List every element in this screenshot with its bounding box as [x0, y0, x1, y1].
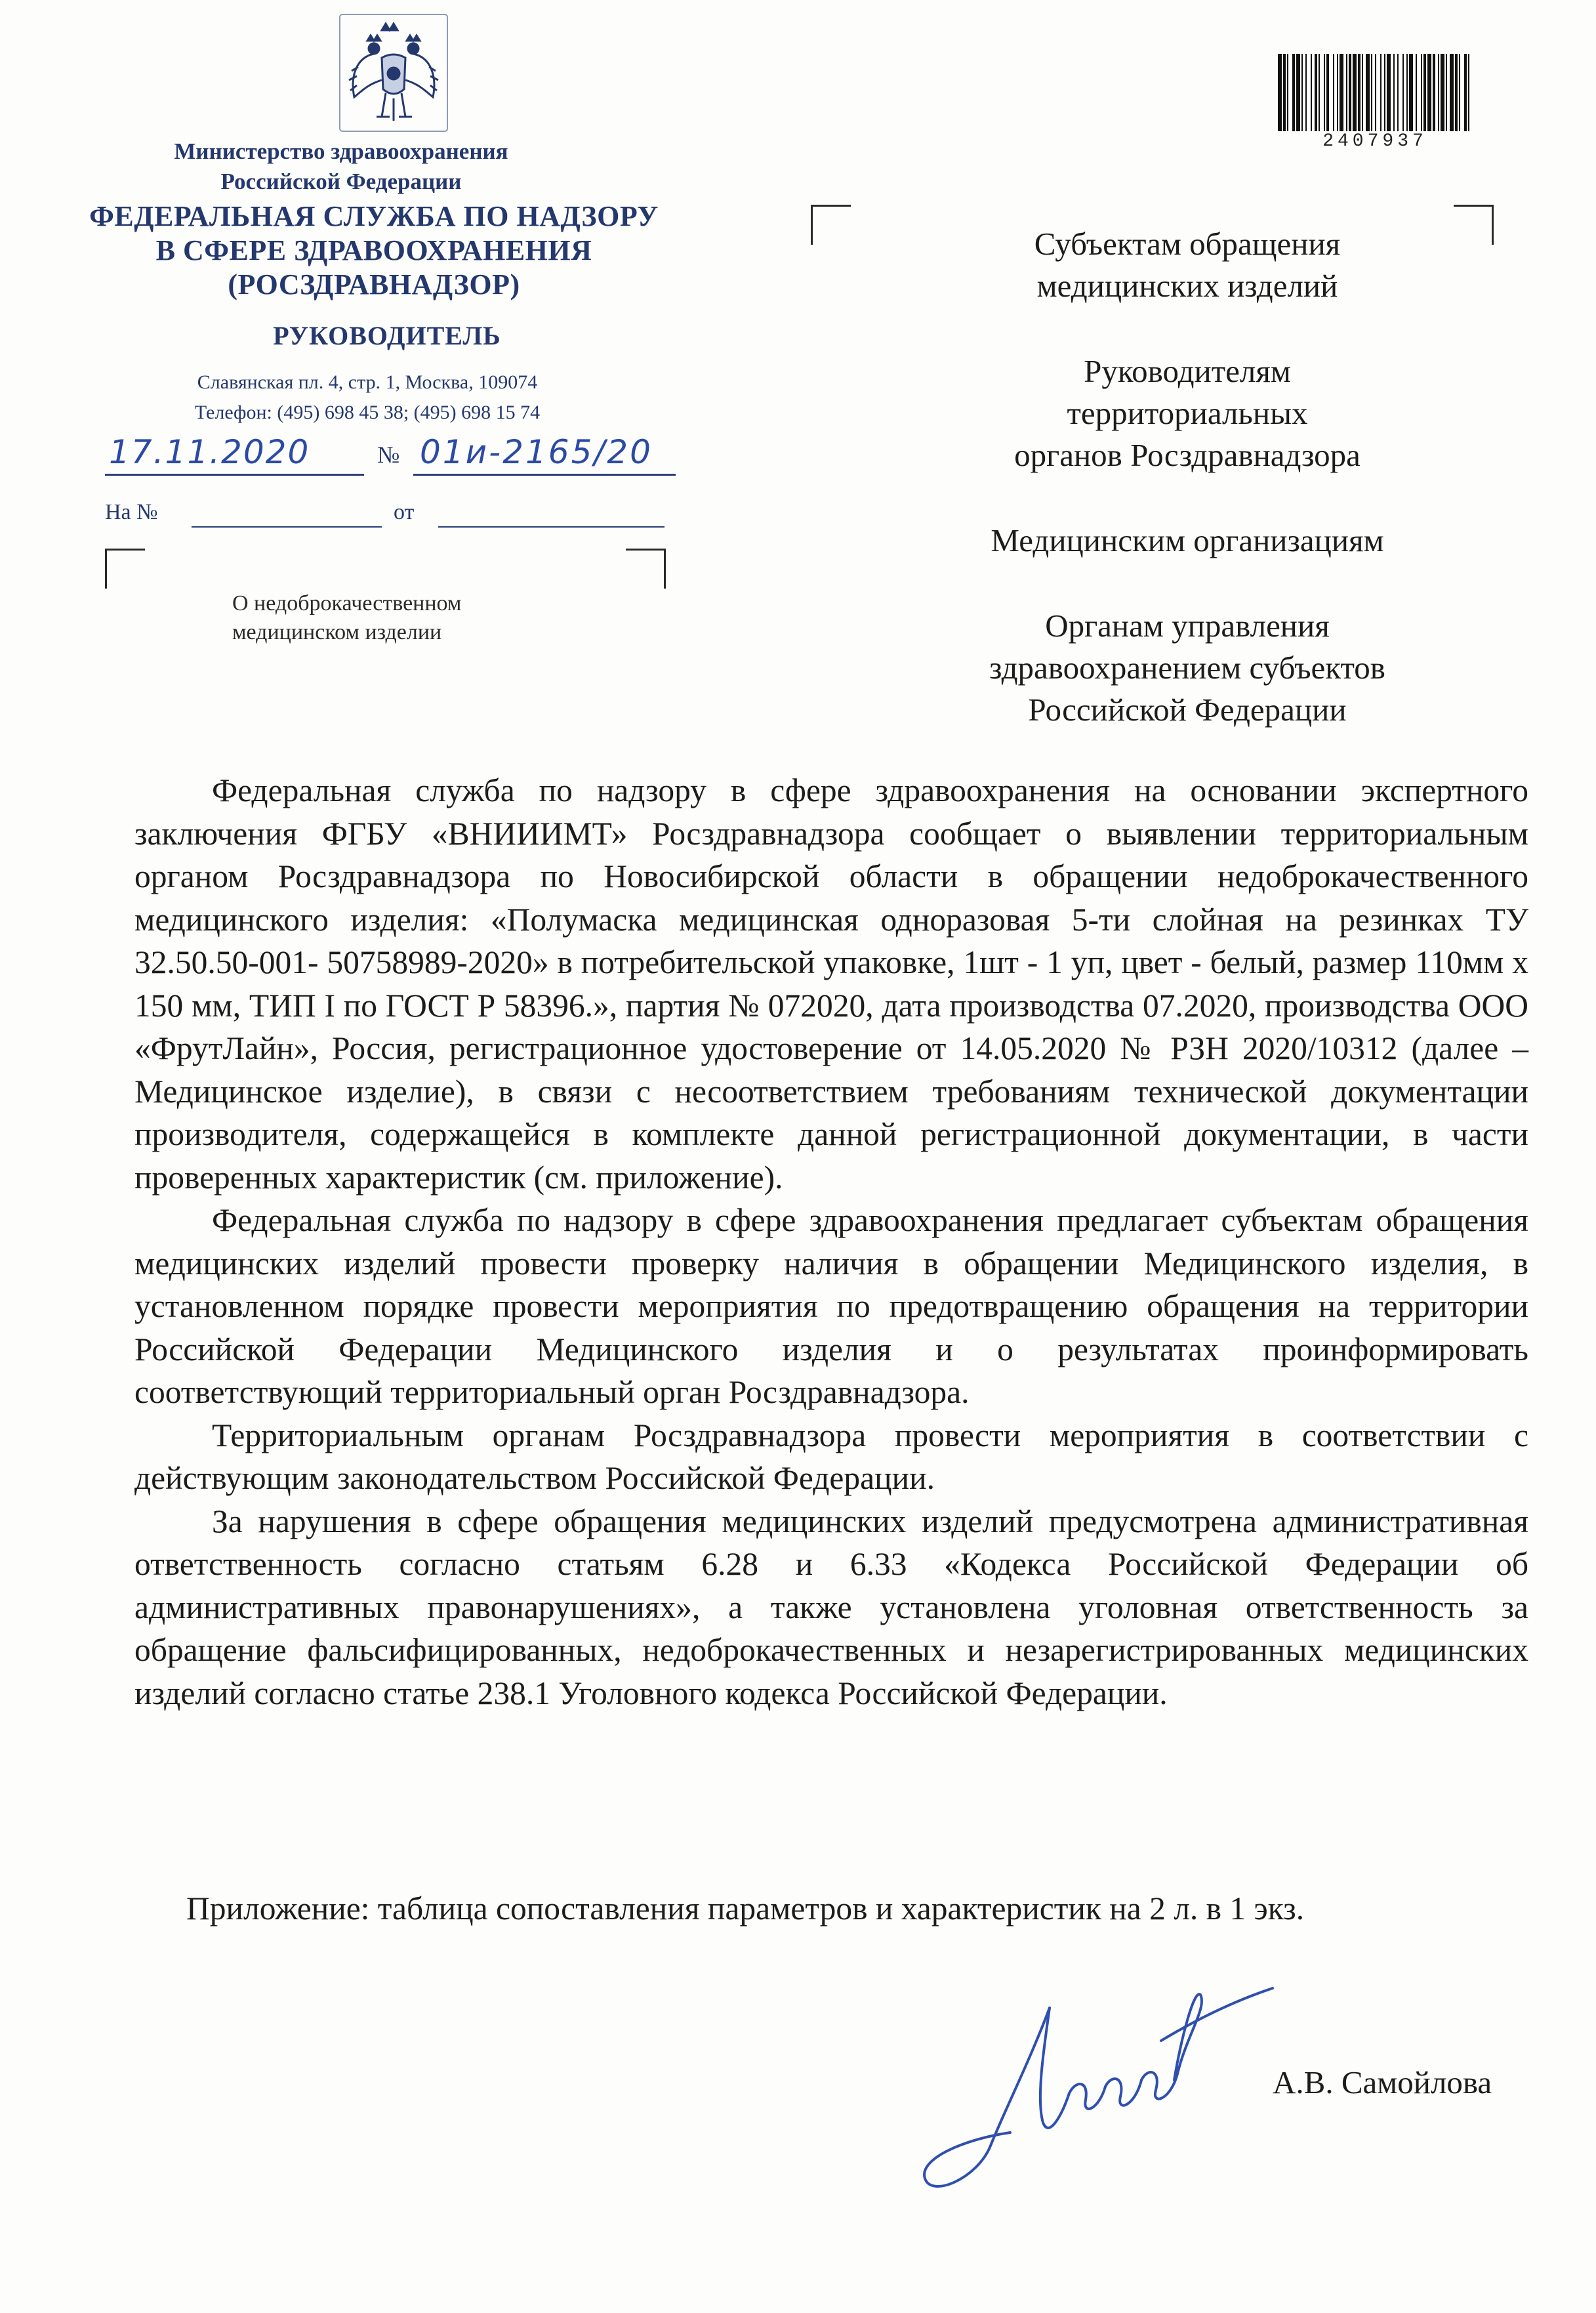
barcode-bar [1283, 54, 1286, 131]
barcode-bar [1402, 54, 1404, 131]
barcode-bar [1301, 54, 1303, 131]
barcode-bar [1464, 54, 1467, 131]
barcode-bar [1358, 54, 1361, 131]
addressee-line: Российской Федерации [1028, 692, 1347, 728]
body-paragraph-3: Территориальным органам Росздравнадзора провести мероприятия в соответствии с действующим законодательством Российской Федерации. [134, 1417, 1528, 1496]
addressee-line: органов Росздравнадзора [1014, 437, 1361, 473]
barcode-bar [1305, 54, 1307, 131]
barcode-bar [1450, 54, 1454, 131]
subject-line-2: медицинском изделии [232, 620, 442, 644]
barcode-bar [1416, 54, 1417, 131]
barcode-number: 2407937 [1322, 131, 1427, 152]
addressee-line: Руководителям [1084, 353, 1291, 389]
barcode-bar [1371, 54, 1372, 131]
barcode-bar [1326, 54, 1329, 131]
service-line-3: (РОСЗДРАВНАДЗОР) [228, 268, 520, 301]
reference-number-blank [192, 526, 382, 528]
barcode-bar [1459, 54, 1460, 131]
reference-date-blank [438, 526, 665, 528]
barcode-bar [1362, 54, 1363, 131]
barcode-bar [1423, 54, 1426, 131]
barcode-bar [1337, 54, 1338, 131]
barcode-bar [1340, 54, 1343, 131]
addressees [905, 223, 1469, 774]
ministry-line-2: Российской Федерации [220, 169, 462, 194]
addressee-line: Медицинским организациям [991, 522, 1384, 558]
barcode-bar [1292, 54, 1295, 131]
date-underline [105, 474, 364, 476]
barcode-bar [1441, 54, 1444, 131]
barcode-bar [1311, 54, 1312, 131]
barcode-bar [1406, 54, 1408, 131]
barcode-bar [1421, 54, 1422, 131]
barcode-bar [1468, 54, 1469, 131]
reference-from-label: от [394, 500, 415, 524]
barcode-bar [1346, 54, 1347, 131]
address: Славянская пл. 4, стр. 1, Москва, 109074 [197, 371, 538, 393]
barcode-bar [1384, 54, 1385, 131]
barcode-bar [1333, 54, 1334, 131]
barcode-bar [1433, 54, 1435, 131]
barcode-bar [1366, 54, 1370, 131]
barcode-bar [1324, 54, 1325, 131]
addressee-group-2 [905, 350, 1469, 476]
subject-bracket-right [626, 549, 666, 589]
addressee-bracket-left [811, 205, 851, 245]
barcode-bar [1353, 54, 1357, 131]
addressee-group-4 [905, 605, 1469, 731]
letter-body [134, 769, 1528, 1715]
addressee-line: территориальных [1067, 395, 1308, 431]
service-line-1: ФЕДЕРАЛЬНАЯ СЛУЖБА ПО НАДЗОРУ [89, 200, 659, 232]
addressee-group-1 [905, 223, 1469, 307]
registration-date: 17.11.2020 [109, 433, 310, 471]
barcode-bar [1349, 54, 1351, 131]
barcode-bar [1296, 54, 1300, 131]
double-headed-eagle-icon [336, 12, 451, 134]
barcode-bar [1315, 54, 1317, 131]
ministry-line-1: Министерство здравоохранения [174, 138, 508, 164]
registration-number: 01и-2165/20 [420, 433, 653, 471]
barcode-bar [1438, 54, 1439, 131]
barcode [1277, 54, 1473, 131]
addressee-group-3 [905, 520, 1469, 562]
subject-line-1: О недоброкачественном [232, 591, 462, 615]
body-paragraph-1: Федеральная служба по надзору в сфере здравоохранения на основании экспертного заключения ФГБУ «ВНИИИМТ» Росздравнадзора сообщает о выявлении территориальным органом Росздравнадзора по Новосибирской области в обращении недоброкачественного медицинского изделия: «Полумаска медицинская одноразовая 5-ти слойная на резинках ТУ 32.50.50-001- 50758989-2020» в потребительской упаковке, 1шт - 1 уп, цвет - белый, размер 110мм х 150 мм, ТИП I по ГОСТ Р 58396.», партия № 072020, дата производства 07.2020, производства ООО «ФрутЛайн», Россия, регистрационное удостоверение от 14.05.2020 № РЗН 2020/10312 (далее – Медицинское изделие), в связи с несоответствием требованиям технической документации производителя, содержащейся в комплекте данной регистрационной документации, в части проверенных характеристик (см. приложение). [134, 772, 1528, 1196]
addressee-line: медицинских изделий [1036, 268, 1338, 304]
subject [232, 589, 461, 647]
addressee-line: Субъектам обращения [1034, 226, 1341, 262]
number-underline [413, 474, 676, 476]
barcode-bar [1387, 54, 1391, 131]
ministry-name [105, 136, 577, 197]
barcode-bar [1278, 54, 1282, 131]
handwritten-signature-icon [912, 1982, 1279, 2198]
head-title: РУКОВОДИТЕЛЬ [273, 321, 501, 350]
appendix-note: Приложение: таблица сопоставления параметров и характеристик на 2 л. в 1 экз. [186, 1890, 1305, 1927]
barcode-bar [1380, 54, 1381, 131]
barcode-bar [1287, 54, 1288, 131]
addressee-line: здравоохранением субъектов [989, 650, 1385, 686]
barcode-bar [1393, 54, 1395, 131]
phone: Телефон: (495) 698 45 38; (495) 698 15 74 [194, 402, 541, 423]
barcode-bar [1375, 54, 1376, 131]
reference-number-label: На № [105, 500, 158, 524]
barcode-bar [1319, 54, 1320, 131]
service-name [72, 199, 676, 302]
subject-bracket-left [105, 549, 145, 589]
barcode-bar [1409, 54, 1413, 131]
number-sign: № [377, 442, 400, 468]
barcode-bar [1446, 54, 1447, 131]
signer-name: А.В. Самойлова [1273, 2064, 1492, 2100]
barcode-bar [1427, 54, 1431, 131]
body-paragraph-4: За нарушения в сфере обращения медицинских изделий предусмотрена административная ответственность согласно статьям 6.28 и 6.33 «Кодекса Российской Федерации об административных правонарушениях», а также установлена уголовная ответственность за обращение фальсифицированных, недоброкачественных и незарегистрированных медицинских изделий согласно статье 238.1 Уголовного кодекса Российской Федерации. [134, 1503, 1528, 1711]
barcode-bar [1455, 54, 1458, 131]
service-line-2: В СФЕРЕ ЗДРАВООХРАНЕНИЯ [155, 234, 592, 266]
barcode-bar [1397, 54, 1399, 131]
body-paragraph-2: Федеральная служба по надзору в сфере здравоохранения предлагает субъектам обращения медицинских изделий провести проверку наличия в обращении Медицинского изделия, в установленном порядке провести мероприятия по предотвращению обращения на территории Российской Федерации Медицинского изделия и о результатах проинформировать соответствующий территориальный орган Росздравнадзора. [134, 1202, 1528, 1410]
addressee-line: Органам управления [1045, 608, 1330, 644]
